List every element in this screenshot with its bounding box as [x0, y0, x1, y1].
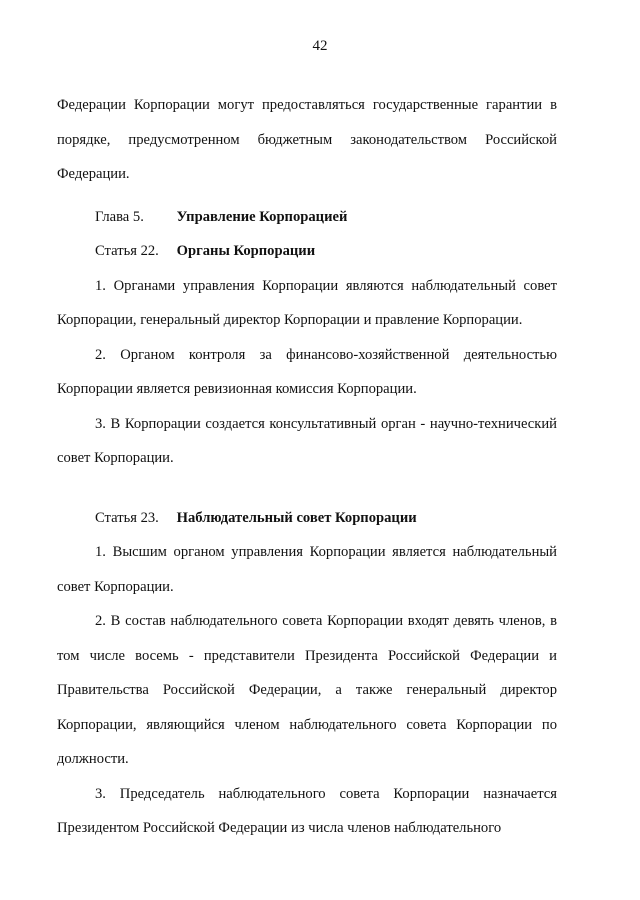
spacer — [57, 192, 557, 200]
article-22-paragraph-2: 2. Органом контроля за финансово-хозяйственной деятельностью Корпорации является ревизионная комиссия Корпорации. — [57, 346, 557, 397]
article-22-title: Органы Корпорации — [176, 243, 316, 259]
spacer — [57, 476, 557, 501]
article-23-paragraph-1: 1. Высшим органом управления Корпорации является наблюдательный совет Корпорации. — [57, 544, 557, 595]
chapter-heading — [57, 200, 557, 235]
article-22-paragraph-3: 3. В Корпорации создается консультативный орган - научно-технический совет Корпорации. — [57, 415, 557, 466]
intro-paragraph: Федерации Корпорации могут предоставляться государственные гарантии в порядке, предусмотренном бюджетным законодательством Российской Федерации. — [57, 97, 557, 182]
article-23-heading — [57, 501, 557, 536]
article-22-paragraph-1: 1. Органами управления Корпорации являются наблюдательный совет Корпорации, генеральный директор Корпорации и правление Корпорации. — [57, 277, 557, 328]
article-23-prefix: Статья 23. — [95, 509, 159, 526]
chapter-title: Управление Корпорацией — [176, 208, 348, 225]
article-23-paragraph-2: 2. В состав наблюдательного совета Корпорации входят девять членов, в том числе восемь - представители Президента Российской Федерации и Правительства Российской Федерации, а также генеральный директор Корпорации, являющийся членом наблюдательного совета Корпорации по должности. — [57, 613, 557, 767]
chapter-prefix: Глава 5. — [95, 208, 144, 225]
page-number: 42 — [312, 38, 328, 54]
article-22-heading — [57, 234, 557, 269]
document-body — [57, 88, 557, 846]
article-23-title: Наблюдательный совет Корпорации — [176, 509, 417, 526]
article-22-prefix: Статья 22. — [95, 243, 159, 259]
article-23-paragraph-3: 3. Председатель наблюдательного совета Корпорации назначается Президентом Российской Федерации из числа членов наблюдательного — [57, 785, 557, 836]
